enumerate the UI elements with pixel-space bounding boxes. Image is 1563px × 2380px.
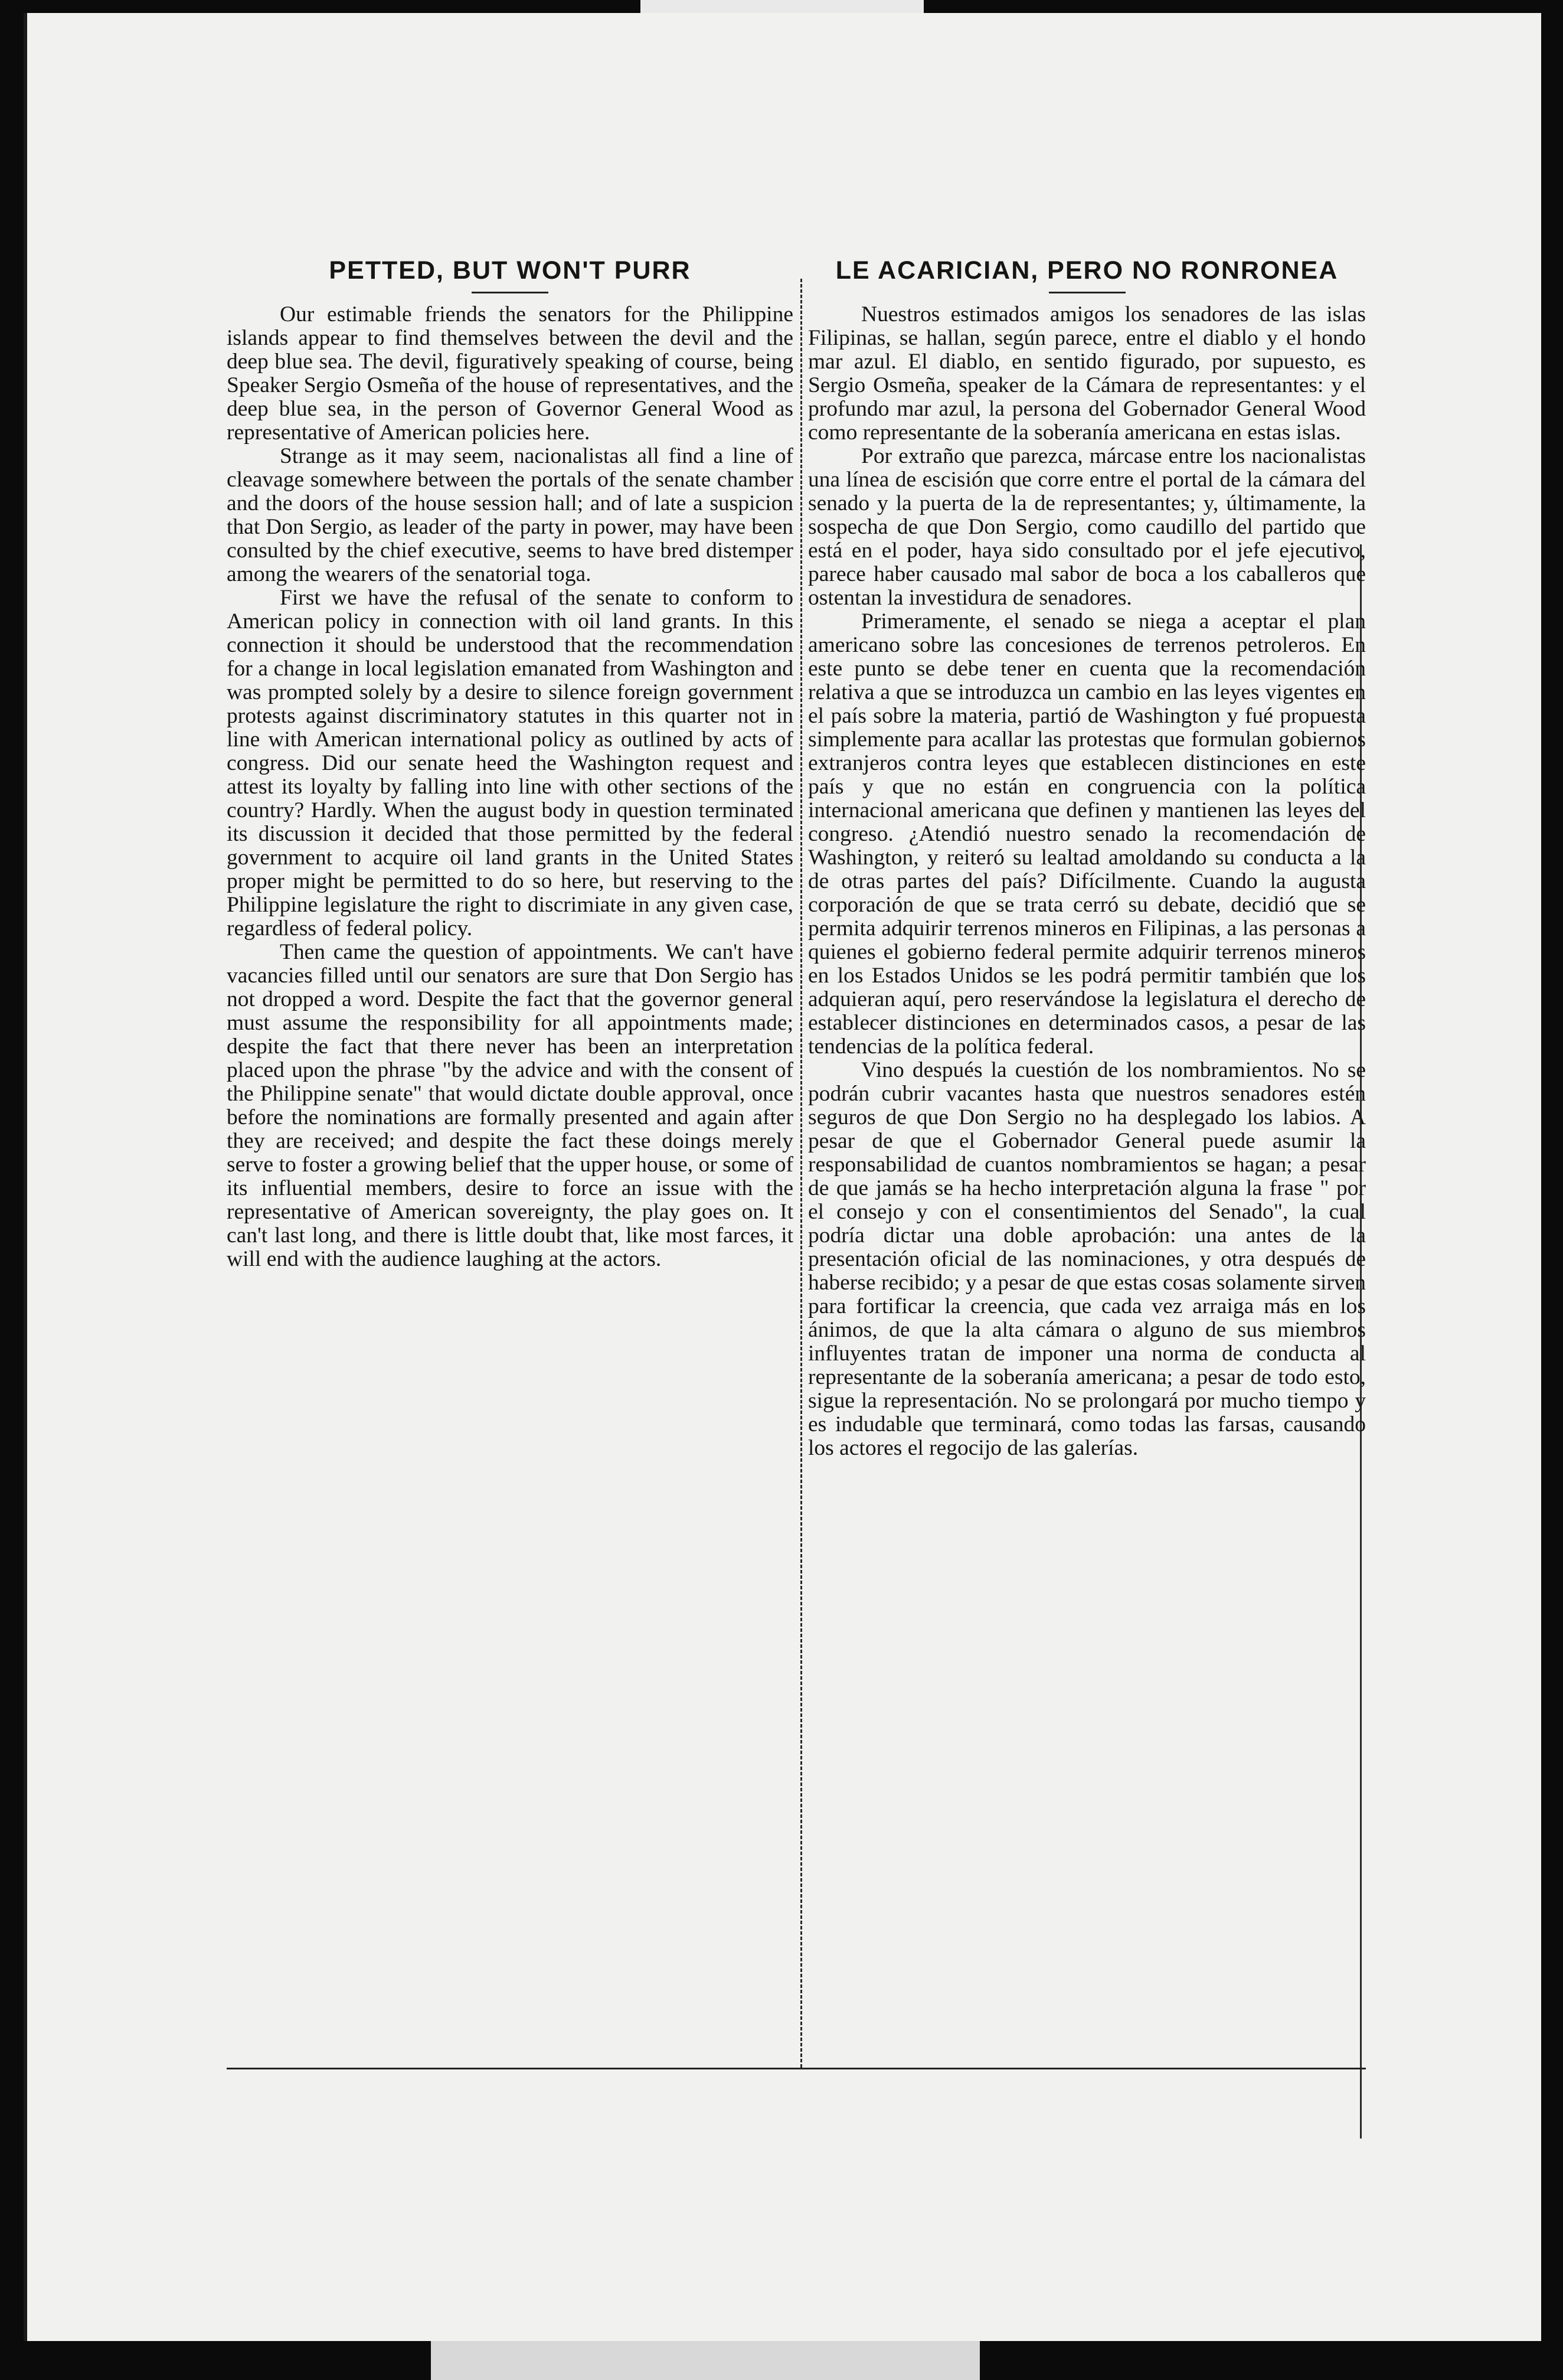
spanish-paragraph-1: Nuestros estimados amigos los senadores de las islas Filipinas, se hallan, según parece, entre el diablo y el hondo mar azul. El diablo, en sentido figurado, por supuesto, es Sergio Osmeña, speaker de la Cámara de representantes: y el profundo mar azul, la persona del Gobernador General Wood como representante de la soberanía americana en estas islas. xyxy=(808,302,1366,445)
english-paragraph-3: First we have the refusal of the senate to conform to American policy in connection with oil land grants. In this connection it should be understood that the recommendation for a change in local legislation emanated from Washington and was prompted solely by a desire to silence foreign government protests against discriminatory statutes in this quarter not in line with American international policy as outlined by acts of congress. Did our senate heed the Washington request and attest its loyalty by falling into line with other sections of the country? Hardly. When the august body in question terminated its discussion it decided that those permitted by the federal government to acquire oil land grants in the United States proper might be permitted to do so here, but reserving to the Philippine legislature the right to discrimiate in any given case, regardless of federal policy. xyxy=(227,586,793,941)
spanish-column xyxy=(808,255,1366,1460)
spanish-headline: LE ACARICIAN, PERO NO RONRONEA xyxy=(835,256,1339,285)
english-column xyxy=(227,255,793,1271)
bottom-paper-tab xyxy=(431,2341,980,2380)
spanish-headline-rule xyxy=(1049,292,1126,293)
bottom-rule xyxy=(227,2068,1366,2069)
english-paragraph-2: Strange as it may seem, nacionalistas all find a line of cleavage somewhere between the portals of the senate chamber and the doors of the house session hall; and of late a suspicion that Don Sergio, as leader of the party in power, may have been consulted by the chief executive, seems to have bred distemper among the wearers of the senatorial toga. xyxy=(227,444,793,586)
spanish-paragraph-3: Primeramente, el senado se niega a aceptar el plan americano sobre las concesiones de terrenos petroleros. En este punto se debe tener en cuenta que la recomendación relativa a que se introduzca un cambio en las leyes vigentes en el país sobre la materia, partió de Washington y fué propuesta simplemente para acallar las protestas que formulan gobiernos extranjeros contra leyes que establecen distinciones en este país y que no están en congruencia con la política internacional americana que definen y mantienen las leyes del congreso. ¿Atendió nuestro senado la recomendación de Washington, y reiteró su lealtad amoldando su conducta a la de otras partes del país? Difícilmente. Cuando la augusta corporación de que se trata cerró su debate, decidió que se permita adquirir terrenos mineros en Filipinas, a las personas a quienes el gobierno federal permite adquirir terrenos mineros en los Estados Unidos se les podrá permitir también que los adquieran aquí, pero reservándose la legislatura el derecho de establecer distinciones en determinados casos, a pesar de las tendencias de la política federal. xyxy=(808,609,1366,1059)
spanish-paragraph-4: Vino después la cuestión de los nombramientos. No se podrán cubrir vacantes hasta que nuestros senadores estén seguros de que Don Sergio no ha desplegado los labios. A pesar de que el Gobernador General puede asumir la responsabilidad de cuantos nombramientos se hagan; a pesar de que jamás se ha hecho interpretación alguna la frase " por el consejo y con el consentimientos del Senado", la cual podría dictar una doble aprobación: una antes de la presentación oficial de las nominaciones, y otra después de haberse recibido; y a pesar de que estas cosas solamente sirven para fortificar la creencia, que cada vez arraiga más en los ánimos, de que la alta cámara o alguno de sus miembros influyentes tratan de imponer una norma de conducta al representante de la soberanía americana; a pesar de todo esto, sigue la representación. No se prolongará por mucho tiempo y es indudable que terminará, como todas las farsas, causando los actores el regocijo de las galerías. xyxy=(808,1058,1366,1460)
column-divider xyxy=(800,279,802,2068)
english-paragraph-1: Our estimable friends the senators for the Philippine islands appear to find themselves between the devil and the deep blue sea. The devil, figuratively speaking of course, being Speaker Sergio Osmeña of the house of representatives, and the deep blue sea, in the person of Governor General Wood as representative of American policies here. xyxy=(227,302,793,445)
newspaper-sheet xyxy=(24,13,1541,2341)
top-paper-tab xyxy=(640,0,924,13)
english-paragraph-4: Then came the question of appointments. We can't have vacancies filled until our senators are sure that Don Sergio has not dropped a word. Despite the fact that the governor general must assume the responsibility for all appointments made; despite the fact that there never has been an interpretation placed upon the phrase "by the advice and with the consent of the Philippine senate" that would dictate double approval, once before the nominations are formally presented and again after they are received; and despite the fact these doings merely serve to foster a growing belief that the upper house, or some of its influential members, desire to force an issue with the representative of American sovereignty, the play goes on. It can't last long, and there is little doubt that, like most farces, it will end with the audience laughing at the actors. xyxy=(227,940,793,1271)
spanish-paragraph-2: Por extraño que parezca, márcase entre los nacionalistas una línea de escisión que corre entre el portal de la cámara del senado y la puerta de la de representantes; y, últimamente, la sospecha de que Don Sergio, como caudillo del partido que está en el poder, haya sido consultado por el jefe ejecutivo, parece haber causado mal sabor de boca a los caballeros que ostentan la investidura de senadores. xyxy=(808,444,1366,610)
english-headline-rule xyxy=(472,292,548,293)
english-headline: PETTED, BUT WON'T PURR xyxy=(329,256,691,285)
